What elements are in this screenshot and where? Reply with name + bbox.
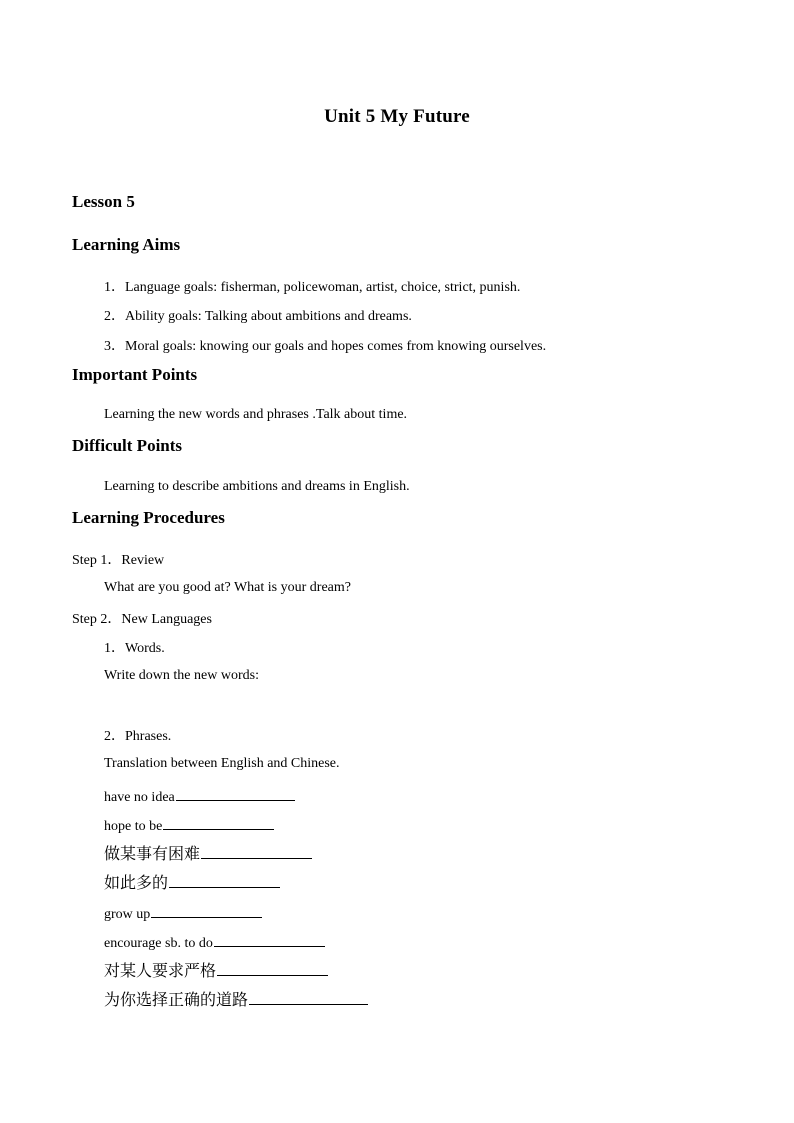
important-points-heading: Important Points [72, 365, 198, 384]
difficult-points-heading: Difficult Points [72, 436, 183, 455]
phrase-text: 如此多的 [104, 873, 169, 892]
phrase-text: encourage sb. to do [104, 936, 213, 951]
phrase-item [104, 987, 368, 1010]
aim-item-ability: 2．Ability goals: Talking about ambitions and dreams. [104, 309, 412, 324]
phrase-item [104, 958, 328, 981]
answer-blank[interactable] [249, 990, 368, 1005]
phrase-text: 对某人要求严格 [104, 961, 217, 980]
phrase-text: have no idea [104, 790, 175, 805]
phrase-item [104, 903, 262, 923]
answer-blank[interactable] [176, 786, 295, 801]
phrase-text: 做某事有困难 [104, 844, 201, 863]
step2-label: Step 2．New Languages [72, 612, 212, 627]
phrase-item [104, 786, 295, 806]
page-title: Unit 5 My Future [324, 106, 470, 127]
step1-text: What are you good at? What is your dream? [104, 580, 351, 595]
phrase-item [104, 841, 312, 864]
phrases-instruction: Translation between English and Chinese. [104, 756, 340, 771]
aim-item-moral: 3．Moral goals: knowing our goals and hopes comes from knowing ourselves. [104, 339, 547, 354]
learning-procedures-heading: Learning Procedures [72, 508, 225, 527]
answer-blank[interactable] [214, 932, 325, 947]
phrase-item [104, 815, 274, 835]
answer-blank[interactable] [169, 873, 280, 888]
difficult-points-text: Learning to describe ambitions and dreams in English. [104, 479, 410, 494]
answer-blank[interactable] [151, 903, 262, 918]
important-points-text: Learning the new words and phrases .Talk about time. [104, 407, 408, 422]
step1-label: Step 1．Review [72, 553, 165, 568]
phrase-text: grow up [104, 907, 151, 922]
words-instruction: Write down the new words: [104, 668, 259, 683]
answer-blank[interactable] [163, 815, 274, 830]
answer-blank[interactable] [201, 844, 312, 859]
phrase-text: hope to be [104, 819, 163, 834]
aim-item-language: 1．Language goals: fisherman, policewoman, artist, choice, strict, punish. [104, 280, 521, 295]
phrases-label: 2．Phrases. [104, 729, 172, 744]
answer-blank[interactable] [217, 961, 328, 976]
learning-aims-heading: Learning Aims [72, 235, 181, 254]
phrase-text: 为你选择正确的道路 [104, 990, 249, 1009]
phrase-item [104, 932, 325, 952]
phrase-item [104, 870, 280, 893]
words-label: 1．Words. [104, 641, 165, 656]
lesson-heading: Lesson 5 [72, 192, 135, 211]
